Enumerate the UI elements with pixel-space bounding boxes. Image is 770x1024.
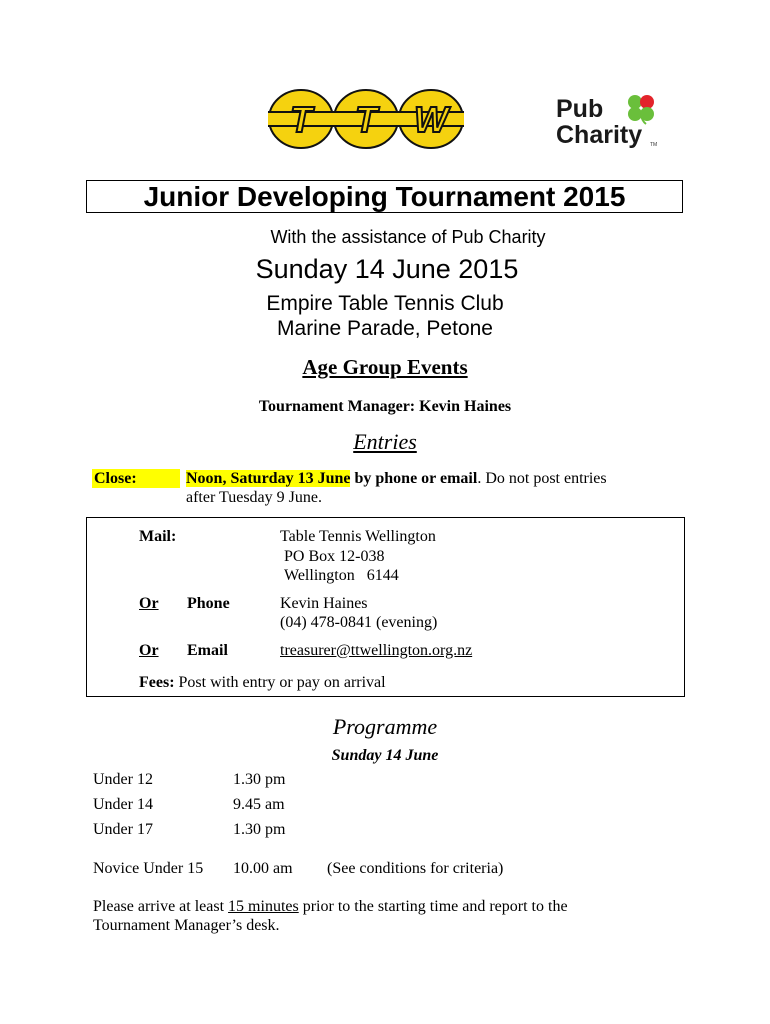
- email-label: Email: [187, 642, 228, 659]
- pub-charity-tm: TM: [650, 142, 658, 148]
- mail-label: Mail:: [139, 528, 177, 545]
- programme-group-3: Under 17: [93, 821, 153, 838]
- fees-line: [139, 673, 386, 692]
- close-rest: . Do not post entries: [477, 470, 607, 487]
- close-line-2: after Tuesday 9 June.: [186, 489, 322, 506]
- programme-heading: Programme: [332, 714, 438, 739]
- events-heading: Age Group Events: [302, 355, 468, 379]
- title-box: [86, 180, 683, 213]
- programme-time-1: 1.30 pm: [233, 771, 286, 788]
- pub-charity-word-pub: Pub: [556, 95, 604, 123]
- programme-day: Sunday 14 June: [331, 747, 439, 764]
- page-title: Junior Developing Tournament 2015: [143, 181, 626, 212]
- event-date: Sunday 14 June 2015: [255, 254, 519, 284]
- arrival-minutes: 15 minutes: [228, 898, 299, 915]
- fees-text: Post with entry or pay on arrival: [178, 674, 386, 691]
- close-method: by phone or email: [354, 470, 478, 487]
- programme-group-2: Under 14: [93, 796, 153, 813]
- programme-group-1: Under 12: [93, 771, 153, 788]
- ttw-letter-3: W: [414, 99, 448, 140]
- close-label: Close:: [92, 469, 180, 488]
- arrival-note-line-2: Tournament Manager’s desk.: [93, 917, 280, 934]
- ttw-letter-1: T: [290, 99, 312, 140]
- email-link[interactable]: treasurer@ttwellington.org.nz: [280, 642, 473, 659]
- clover-icon: [624, 93, 658, 125]
- mail-address-line-2: PO Box 12-038: [284, 548, 385, 565]
- close-details: [186, 469, 607, 488]
- entries-heading: Entries: [353, 429, 417, 454]
- assistance-text: With the assistance of Pub Charity: [270, 227, 546, 247]
- fees-label: Fees:: [139, 674, 175, 691]
- novice-group: Novice Under 15: [93, 860, 204, 877]
- or-phone-label: Or: [139, 595, 159, 612]
- arrival-pre: Please arrive at least: [93, 898, 229, 915]
- phone-number: (04) 478-0841 (evening): [280, 614, 438, 631]
- pub-charity-word-charity: Charity: [556, 121, 643, 149]
- mail-address-line-3: Wellington 6144: [284, 567, 399, 584]
- mail-address-line-1: Table Tennis Wellington: [280, 528, 436, 545]
- phone-label: Phone: [187, 595, 230, 612]
- phone-contact-name: Kevin Haines: [280, 595, 368, 612]
- or-email-label: Or: [139, 642, 159, 659]
- pub-charity-logo: [556, 93, 660, 151]
- programme-time-3: 1.30 pm: [233, 821, 286, 838]
- novice-note: (See conditions for criteria): [327, 860, 504, 877]
- close-deadline: Noon, Saturday 13 June: [186, 470, 351, 487]
- tournament-manager: Tournament Manager: Kevin Haines: [258, 398, 512, 415]
- programme-time-2: 9.45 am: [233, 796, 285, 813]
- arrival-post: prior to the starting time and report to the: [298, 898, 568, 915]
- venue-line-2: Marine Parade, Petone: [277, 317, 493, 340]
- ttw-logo: [268, 88, 464, 150]
- arrival-note: [93, 897, 568, 916]
- ttw-letter-2: T: [355, 99, 377, 140]
- novice-time: 10.00 am: [233, 860, 293, 877]
- venue-line-1: Empire Table Tennis Club: [266, 292, 504, 315]
